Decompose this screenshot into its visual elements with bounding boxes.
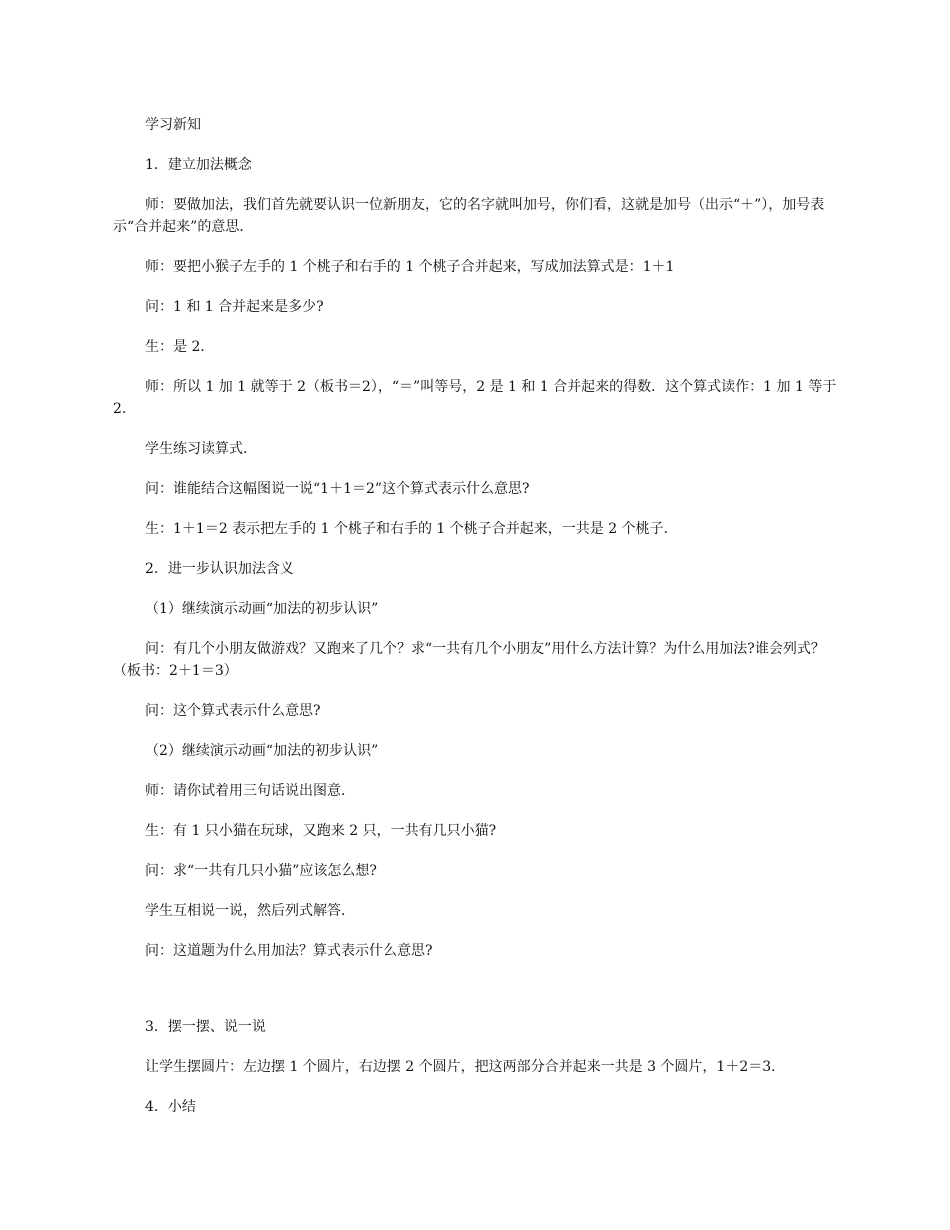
paragraph: 问：求“一共有几只小猫”应该怎么想? [145,863,377,879]
paragraph: 生：1＋1＝2 表示把左手的 1 个桃子和右手的 1 个桃子合并起来，一共是 2 个桃子． [145,521,678,537]
paragraph: 问：谁能结合这幅图说一说“1＋1＝2”这个算式表示什么意思? [145,481,530,497]
paragraph: 问：有几个小朋友做游戏？又跑来了几个？求“一共有几个小朋友”用什么方法计算？为什么用加法?谁会列式？（板书：2＋1＝3） [113,641,825,679]
subsection-heading-2: 2．进一步认识加法含义 [145,561,294,577]
subsection-heading-1: 1．建立加法概念 [145,157,252,173]
paragraph: 问：这个算式表示什么意思? [145,703,321,719]
paragraph: 生：有 1 只小猫在玩球，又跑来 2 只，一共有几只小猫? [145,823,497,839]
paragraph: 学生互相说一说，然后列式解答． [145,903,355,919]
paragraph: 师：要把小猴子左手的 1 个桃子和右手的 1 个桃子合并起来，写成加法算式是：1＋1 [145,259,675,275]
subsection-heading-4: 4．小结 [145,1099,196,1115]
subsection-heading-3: 3．摆一摆、说一说 [145,1019,266,1035]
paragraph: 生：是 2． [145,339,215,355]
paragraph: 让学生摆圆片：左边摆 1 个圆片，右边摆 2 个圆片，把这两部分合并起来一共是 3 个圆片，1＋2＝3． [145,1059,786,1075]
section-heading-new-knowledge: 学习新知 [145,117,201,133]
list-item: （1）继续演示动画“加法的初步认识” [145,601,379,617]
list-item: （2）继续演示动画“加法的初步认识” [145,743,379,759]
paragraph: 师：所以 1 加 1 就等于 2（板书＝2），“＝”叫等号，2 是 1 和 1 合并起来的得数．这个算式读作：1 加 1 等于 2． [113,379,837,417]
paragraph: 学生练习读算式． [145,441,257,457]
paragraph: 问：这道题为什么用加法？算式表示什么意思? [145,943,433,959]
paragraph: 师：请你试着用三句话说出图意． [145,783,355,799]
paragraph: 问：1 和 1 合并起来是多少? [145,299,324,315]
paragraph: 师：要做加法，我们首先就要认识一位新朋友，它的名字就叫加号，你们看，这就是加号（出示“＋”），加号表示“合并起来”的意思． [113,197,825,235]
